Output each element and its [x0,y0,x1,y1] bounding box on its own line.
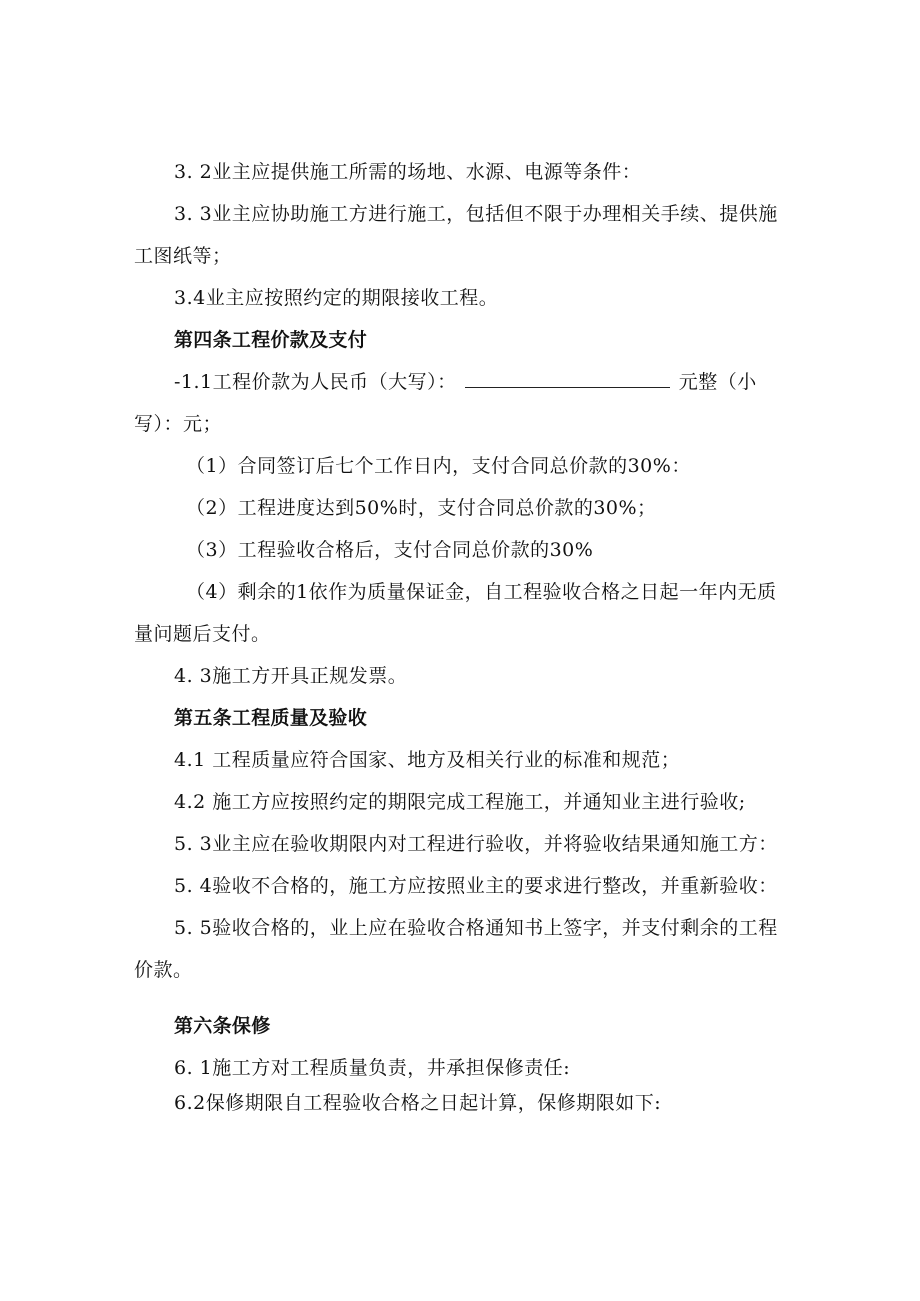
clause-4-1-line2: 写）：元； [134,413,223,435]
clause-5-1: 4.1 工程质量应符合国家、地方及相关行业的标准和规范； [174,749,681,771]
article-6-heading: 第六条保修 [174,1015,271,1037]
clause-3-3-line1: 3. 3业主应协助施工方进行施工，包括但不限于办理相关手续、提供施 [174,203,778,225]
price-suffix: 元整（小 [678,371,757,393]
clause-4-1-line1 [174,369,757,395]
clause-5-3: 5. 3业主应在验收期限内对工程进行验收，并将验收结果通知施工方： [174,833,778,855]
payment-item-1: （1）合同签订后七个工作日内，支付合同总价款的30%： [186,455,691,477]
clause-5-2: 4.2 施工方应按照约定的期限完成工程施工，并通知业主进行验收; [174,791,746,813]
payment-item-4-line1: （4）剩余的1依作为质量保证金，自工程验收合格之日起一年内无质 [186,581,777,603]
article-4-heading: 第四条工程价款及支付 [174,329,368,351]
clause-6-2: 6.2保修期限自工程验收合格之日起计算，保修期限如下: [174,1092,662,1114]
clause-5-5-line1: 5. 5验收合格的，业上应在验收合格通知书上签字，并支付剩余的工程 [174,917,778,939]
clause-3-4: 3.4业主应按照约定的期限接收工程。 [174,287,499,309]
clause-6-1: 6. 1施工方对工程质量负责，井承担保修责任: [174,1057,571,1079]
clause-5-4: 5. 4验收不合格的，施工方应按照业主的要求进行整改，并重新验收： [174,875,778,897]
payment-item-2: （2）工程进度达到50%时，支付合同总价款的30%； [186,497,657,519]
payment-item-4-line2: 量问题后支付。 [134,623,271,645]
price-blank [465,369,670,388]
clause-3-3-line2: 工图纸等； [134,245,232,267]
payment-item-3: （3）工程验收合格后，支付合同总价款的30% [186,539,594,561]
clause-4-3: 4. 3施工方开具正规发票。 [174,665,408,687]
clause-3-2: 3. 2业主应提供施工所需的场地、水源、电源等条件： [174,161,642,183]
article-5-heading: 第五条工程质量及验收 [174,707,368,729]
clause-5-5-line2: 价款。 [134,959,193,981]
price-label: -1.1工程价款为人民币（大写）： [174,371,457,393]
